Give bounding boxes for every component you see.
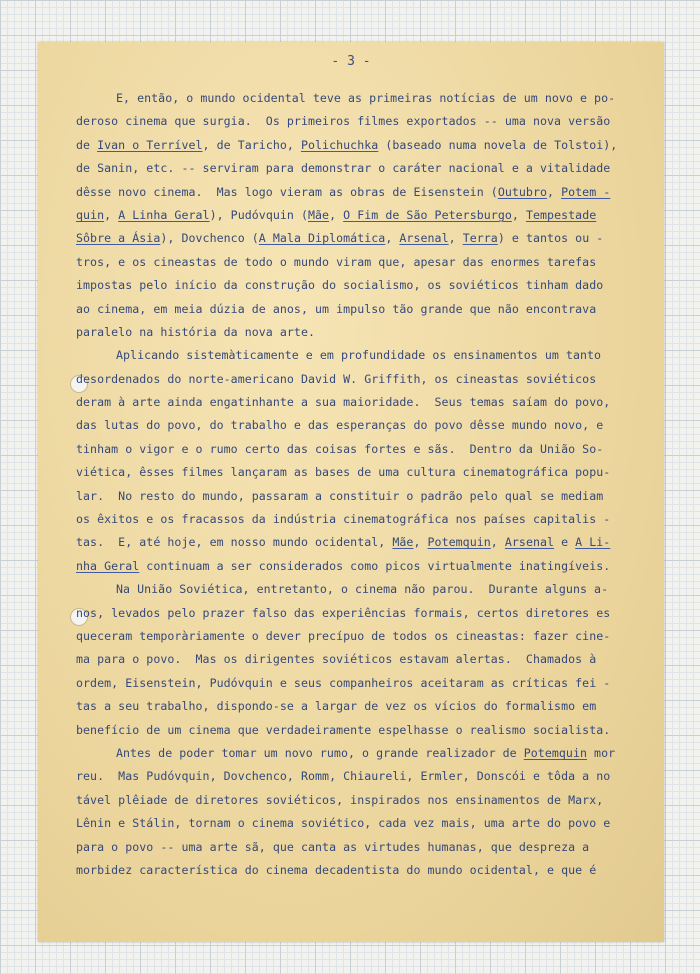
text-line (76, 695, 636, 718)
text-segment: , (413, 535, 428, 550)
text-segment: ordem, Eisenstein, Pudóvquin e seus companheiros aceitaram as críticas fei - (76, 675, 611, 690)
text-line (76, 742, 636, 765)
text-line (76, 719, 636, 742)
underlined-title: Terra (462, 231, 498, 246)
underlined-title: nha Geral (76, 558, 140, 573)
text-segment: de (76, 137, 98, 152)
text-segment: ao cinema, em meia dúzia de anos, um impulso tão grande que não encontrava (76, 301, 597, 316)
page-number: - 3 - (331, 54, 371, 69)
text-line (76, 555, 636, 578)
text-line (76, 344, 636, 367)
text-line (76, 298, 636, 321)
text-line (76, 625, 636, 648)
text-segment: benefício de um cinema que verdadeiramente espelhasse o realismo socialista. (76, 722, 611, 737)
text-segment: tinham o vigor e o rumo certo das coisas fortes e sãs. Dentro da União So- (76, 441, 604, 456)
text-segment: e (554, 535, 576, 550)
text-line (76, 461, 636, 484)
text-segment: os êxitos e os fracassos da indústria cinematográfica nos países capitalis - (76, 512, 611, 527)
text-segment: E, então, o mundo ocidental teve as primeiras notícias de um novo e po- (116, 91, 616, 105)
text-segment: , (490, 535, 505, 550)
text-line (76, 274, 636, 297)
text-segment: nos, levados pelo prazer falso das experiências formais, certos diretores es (76, 605, 611, 620)
text-segment: continuam a ser considerados como picos virtualmente inatingíveis. (139, 558, 611, 573)
text-line (76, 578, 636, 601)
text-line (76, 110, 636, 133)
underlined-title: O Fim de São Petersburgo (343, 207, 512, 222)
text-line (76, 87, 636, 110)
typewritten-page (38, 42, 664, 942)
text-segment: reu. Mas Pudóvquin, Dovchenco, Romm, Chiaureli, Ermler, Donscói e tôda a no (76, 769, 611, 784)
text-segment: mor (587, 745, 616, 760)
underlined-title: Tempestade (525, 207, 597, 222)
underlined-title: Mãe (308, 207, 330, 222)
text-segment: das lutas do povo, do trabalho e das esperanças do povo dêsse mundo novo, e (76, 418, 604, 433)
text-line (76, 251, 636, 274)
underlined-title: A Linha Geral (118, 207, 210, 222)
underlined-title: Sôbre a Ásia (76, 231, 161, 246)
text-line (76, 648, 636, 671)
text-segment: morbidez característica do cinema decadentista do mundo ocidental, e que é (76, 862, 597, 877)
text-segment: Antes de poder tomar um novo rumo, o grande realizador de (116, 745, 524, 760)
text-segment: para o povo -- uma arte sã, que canta as virtudes humanas, que despreza a (76, 839, 590, 854)
text-line (76, 531, 636, 554)
underlined-title: Arsenal (399, 231, 449, 246)
text-line (76, 321, 636, 344)
text-segment: , (385, 231, 400, 246)
text-line (76, 859, 636, 882)
underlined-title: Mãe (392, 535, 414, 550)
text-line (76, 227, 636, 250)
underlined-title: Ivan o Terrível (97, 137, 203, 152)
text-segment: tável plêiade de diretores soviéticos, inspirados nos ensinamentos de Marx, (76, 792, 604, 807)
text-segment: Lênin e Stálin, tornam o cinema soviético, cada vez mais, uma arte do povo e (76, 816, 611, 831)
text-segment: ) e tantos ou - (497, 231, 604, 246)
text-line (76, 789, 636, 812)
text-segment: desordenados do norte-americano David W. Griffith, os cineastas soviéticos (76, 371, 597, 386)
text-segment: tros, e os cineastas de todo o mundo viram que, apesar das enormes tarefas (76, 254, 597, 269)
underlined-title: Arsenal (504, 535, 555, 550)
text-segment: ), Pudóvquin ( (209, 207, 308, 222)
text-line (76, 765, 636, 788)
text-segment: tas a seu trabalho, dispondo-se a largar de vez os vícios do formalismo em (76, 699, 597, 714)
underlined-title: Polichuchka (300, 137, 379, 152)
text-segment: , (448, 231, 463, 246)
underlined-title: Potemquin (427, 535, 491, 550)
text-segment: impostas pelo início da construção do socialismo, os soviéticos tinham dado (76, 278, 604, 293)
text-segment: tas. E, até hoje, em nosso mundo ocidental, (76, 535, 393, 550)
text-line (76, 414, 636, 437)
text-segment: dêsse novo cinema. Mas logo vieram as obras de Eisenstein ( (76, 184, 498, 199)
text-line (76, 508, 636, 531)
text-segment: de Sanin, etc. -- serviram para demonstrar o caráter nacional e a vitalidade (76, 161, 611, 176)
text-segment: deram à arte ainda engatinhante a sua maioridade. Seus temas saíam do povo, (76, 395, 611, 410)
text-line (76, 836, 636, 859)
underlined-title: Potem - (561, 184, 611, 199)
text-line (76, 204, 636, 227)
text-segment: (baseado numa novela de Tolstoi), (378, 137, 618, 152)
text-segment: Na União Soviética, entretanto, o cinema não parou. Durante alguns a- (116, 582, 609, 597)
text-segment: paralelo na história da nova arte. (76, 324, 316, 339)
text-segment: , (329, 207, 344, 222)
text-line (76, 438, 636, 461)
underlined-title: Potemquin (523, 745, 588, 760)
text-segment: , de Taricho, (202, 137, 301, 152)
text-segment: Aplicando sistemàticamente e em profundidade os ensinamentos um tanto (116, 348, 602, 363)
text-segment: , (547, 184, 562, 199)
text-segment: ), Dovchenco ( (160, 231, 259, 246)
text-segment: , (511, 207, 526, 222)
text-line (76, 672, 636, 695)
underlined-title: Outubro (497, 184, 548, 199)
text-line (76, 368, 636, 391)
underlined-title: A Mala Diplomática (258, 231, 386, 246)
underlined-title: A Li- (575, 535, 611, 550)
text-line (76, 485, 636, 508)
text-segment: lar. No resto do mundo, passaram a constituir o padrão pelo qual se mediam (76, 488, 604, 503)
text-line (76, 812, 636, 835)
body-text (76, 87, 636, 882)
underlined-title: quin (76, 207, 105, 222)
text-segment: , (104, 207, 119, 222)
text-segment: viética, êsses filmes lançaram as bases de uma cultura cinematográfica popu- (76, 465, 611, 480)
text-line (76, 391, 636, 414)
text-line (76, 134, 636, 157)
text-segment: queceram temporàriamente o dever precípuo de todos os cineastas: fazer cine- (76, 628, 611, 643)
text-line (76, 602, 636, 625)
text-line (76, 181, 636, 204)
text-segment: ma para o povo. Mas os dirigentes soviéticos estavam alertas. Chamados à (76, 652, 597, 667)
text-line (76, 157, 636, 180)
text-segment: deroso cinema que surgia. Os primeiros filmes exportados -- uma nova versão (76, 114, 611, 129)
